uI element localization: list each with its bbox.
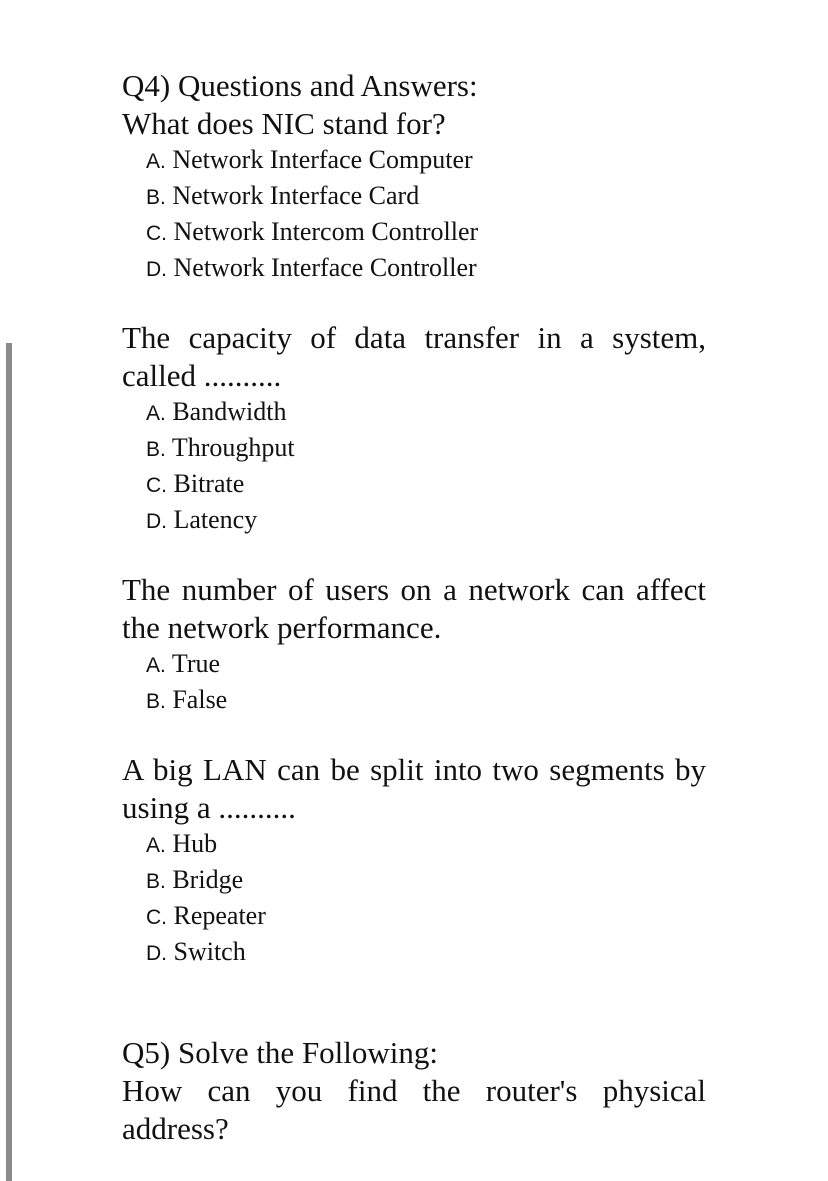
q5-question-text: How can you find the router's physical address?	[122, 1073, 706, 1146]
option-letter: A.	[146, 834, 166, 857]
q5-section	[122, 1033, 706, 1148]
option-text: False	[172, 685, 228, 714]
option-letter: B.	[146, 690, 166, 713]
option-b	[146, 863, 706, 899]
option-b	[146, 431, 706, 467]
question-text: The capacity of data transfer in a system, called ..........	[122, 320, 706, 393]
question-block-2	[122, 319, 706, 539]
option-text: Bitrate	[173, 469, 245, 498]
option-text: Throughput	[171, 433, 295, 462]
option-letter: B.	[146, 186, 166, 209]
option-list	[122, 827, 706, 971]
option-letter: D.	[146, 942, 167, 965]
option-d	[146, 503, 706, 539]
option-text: Hub	[172, 829, 218, 858]
option-letter: D.	[146, 258, 167, 281]
option-letter: C.	[146, 474, 167, 497]
question-block-4	[122, 751, 706, 971]
option-d	[146, 935, 706, 971]
option-a	[146, 827, 706, 863]
option-c	[146, 215, 706, 251]
option-text: Network Intercom Controller	[173, 217, 479, 246]
option-text: Network Interface Computer	[172, 145, 473, 174]
option-a	[146, 143, 706, 179]
option-text: Latency	[173, 505, 258, 534]
question-text: A big LAN can be split into two segments by using a ..........	[122, 752, 706, 825]
q5-heading: Q5) Solve the Following:	[122, 1035, 439, 1070]
option-letter: B.	[146, 870, 166, 893]
option-text: Bandwidth	[172, 397, 287, 426]
option-letter: A.	[146, 654, 166, 677]
question-text: What does NIC stand for?	[122, 106, 446, 141]
q4-heading: Q4) Questions and Answers:	[122, 68, 478, 103]
option-letter: C.	[146, 222, 167, 245]
question-block-3	[122, 571, 706, 719]
option-letter: A.	[146, 402, 166, 425]
option-b	[146, 179, 706, 215]
option-a	[146, 647, 706, 683]
option-text: Network Interface Card	[172, 181, 420, 210]
option-c	[146, 467, 706, 503]
option-letter: A.	[146, 150, 166, 173]
question-text: The number of users on a network can affect the network performance.	[122, 572, 706, 645]
option-list	[122, 395, 706, 539]
option-d	[146, 251, 706, 287]
option-letter: C.	[146, 906, 167, 929]
option-a	[146, 395, 706, 431]
option-text: Bridge	[172, 865, 244, 894]
option-list	[122, 143, 706, 287]
option-text: Network Interface Controller	[173, 253, 477, 282]
option-text: Repeater	[173, 901, 266, 930]
option-b	[146, 683, 706, 719]
option-text: Switch	[173, 937, 246, 966]
question-block-1	[122, 105, 706, 287]
option-letter: B.	[146, 438, 166, 461]
option-text: True	[171, 649, 221, 678]
document-content	[122, 66, 706, 1180]
option-letter: D.	[146, 510, 167, 533]
left-margin-bar	[6, 343, 12, 1181]
option-c	[146, 899, 706, 935]
option-list	[122, 647, 706, 719]
